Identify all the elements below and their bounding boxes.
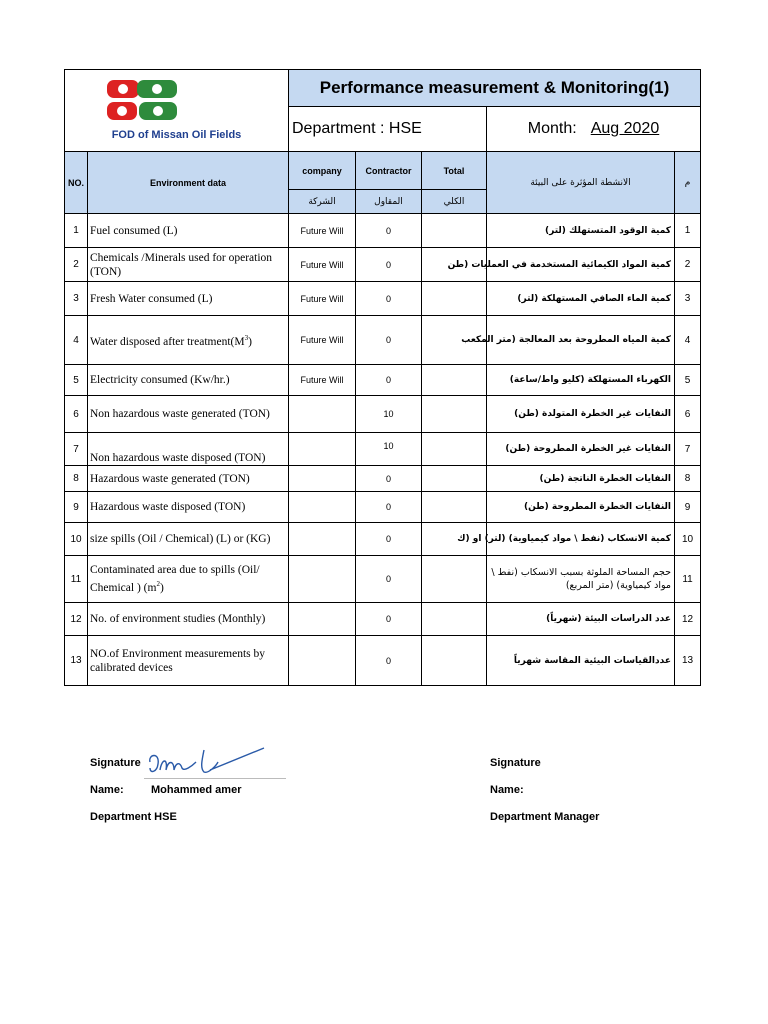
row-number: 8 [65, 466, 88, 492]
signature-image-icon [146, 744, 268, 778]
row-contractor: 0 [356, 556, 422, 603]
row-description-suffix: ) [248, 335, 252, 348]
row-m-number: 1 [675, 214, 701, 248]
row-number: 13 [65, 636, 88, 686]
row-number: 1 [65, 214, 88, 248]
row-description: NO.of Environment measurements by calibrated devices [88, 636, 289, 686]
col-activities-ar: الانشطة المؤثرة على البيئة [487, 152, 675, 214]
row-description [88, 316, 289, 365]
row-description-text: Water disposed after treatment(M [90, 335, 245, 348]
signature-line [144, 778, 286, 779]
row-total [422, 214, 487, 248]
col-m-ar: م [675, 152, 701, 214]
row-arabic-description: النفايات الخطرة المطروحة (طن) [487, 492, 675, 523]
col-total: Total [422, 152, 487, 190]
row-description-superscript: 2 [156, 580, 160, 589]
row-number: 2 [65, 248, 88, 282]
month-value: Aug 2020 [590, 120, 660, 137]
table-row [65, 316, 701, 365]
row-description: Hazardous waste disposed (TON) [88, 492, 289, 523]
table-row [65, 282, 701, 316]
row-m-number: 4 [675, 316, 701, 365]
col-no: NO. [65, 152, 88, 214]
row-contractor: 0 [356, 492, 422, 523]
row-description: Fuel consumed (L) [88, 214, 289, 248]
row-description-text: Contaminated area due to spills (Oil/ Chemical ) (m [90, 564, 260, 594]
row-arabic-description: كمية الانسكاب (نفط \ مواد كيمياوية) (لتر) او (ك [487, 523, 675, 556]
row-arabic-description: عددالقياسات البيئية المقاسة شهرياً [487, 636, 675, 686]
row-contractor: 0 [356, 466, 422, 492]
row-company: Future Will [289, 365, 356, 396]
row-total [422, 556, 487, 603]
table-row [65, 365, 701, 396]
row-m-number: 8 [675, 466, 701, 492]
row-description: Hazardous waste generated (TON) [88, 466, 289, 492]
row-arabic-description: النفايات غير الخطرة المطروحة (طن) [487, 433, 675, 466]
company-logo-icon [105, 77, 245, 127]
row-total [422, 396, 487, 433]
row-description: Non hazardous waste disposed (TON) [88, 433, 289, 466]
left-name-value: Mohammed amer [151, 784, 242, 796]
row-description: Fresh Water consumed (L) [88, 282, 289, 316]
col-total-ar: الكلي [422, 190, 487, 214]
table-row [65, 433, 701, 466]
row-arabic-description: كمية الوقود المتستهلك (لتر) [487, 214, 675, 248]
row-description-suffix: ) [159, 581, 164, 594]
table-row [65, 523, 701, 556]
row-number: 12 [65, 603, 88, 636]
row-arabic-description: كمية المياه المطروحة بعد المعالجة (متر المكعب [487, 316, 675, 365]
row-number: 6 [65, 396, 88, 433]
col-company: company [289, 152, 356, 190]
row-contractor: 0 [356, 636, 422, 686]
row-number: 5 [65, 365, 88, 396]
row-company: Future Will [289, 282, 356, 316]
row-company [289, 396, 356, 433]
row-m-number: 9 [675, 492, 701, 523]
table-row [65, 603, 701, 636]
row-company [289, 466, 356, 492]
row-arabic-description: كمية المواد الكيمائية المستخدمة في العمليات (طن [487, 248, 675, 282]
row-total [422, 636, 487, 686]
row-total [422, 466, 487, 492]
left-name-label: Name: [90, 784, 124, 796]
table-row [65, 466, 701, 492]
row-company: Future Will [289, 316, 356, 365]
col-contractor-ar: المقاول [356, 190, 422, 214]
row-company [289, 492, 356, 523]
right-signature-label: Signature [490, 757, 541, 769]
month-cell [487, 107, 701, 152]
row-contractor: 0 [356, 523, 422, 556]
table-row [65, 248, 701, 282]
row-company [289, 603, 356, 636]
row-description: Chemicals /Minerals used for operation (TON) [88, 248, 289, 282]
row-m-number: 11 [675, 556, 701, 603]
row-number: 10 [65, 523, 88, 556]
row-total [422, 492, 487, 523]
row-total [422, 365, 487, 396]
right-department: Department Manager [490, 811, 600, 823]
row-arabic-description: النفايات الخطرة الناتجة (طن) [487, 466, 675, 492]
row-contractor: 10 [356, 433, 422, 466]
row-m-number: 5 [675, 365, 701, 396]
row-contractor: 0 [356, 282, 422, 316]
logo-cell [65, 70, 289, 152]
row-arabic-description: النفايات غير الخطرة المتولدة (طن) [487, 396, 675, 433]
row-arabic-description: كمية الماء الصافي المستهلكة (لتر) [487, 282, 675, 316]
row-m-number: 2 [675, 248, 701, 282]
row-m-number: 3 [675, 282, 701, 316]
left-department: Department HSE [90, 811, 177, 823]
row-contractor: 0 [356, 248, 422, 282]
month-label: Month: [527, 120, 577, 137]
row-description-superscript: 3 [244, 334, 249, 343]
table-row [65, 556, 701, 603]
table-row [65, 492, 701, 523]
row-m-number: 10 [675, 523, 701, 556]
row-arabic-description: حجم المساحة الملوثة بسبب الانسكاب (نفط \ مواد كيمياوية) (متر المربع) [487, 556, 675, 603]
row-description: Non hazardous waste generated (TON) [88, 396, 289, 433]
row-description: size spills (Oil / Chemical) (L) or (KG) [88, 523, 289, 556]
row-number: 9 [65, 492, 88, 523]
page-title: Performance measurement & Monitoring(1) [289, 70, 701, 107]
row-arabic-description: عدد الدراسات البيئة (شهرياً) [487, 603, 675, 636]
table-row [65, 636, 701, 686]
row-company [289, 523, 356, 556]
row-m-number: 12 [675, 603, 701, 636]
row-description [88, 556, 289, 603]
table-row [65, 214, 701, 248]
right-name-label: Name: [490, 784, 524, 796]
row-description: No. of environment studies (Monthly) [88, 603, 289, 636]
row-company [289, 556, 356, 603]
row-m-number: 13 [675, 636, 701, 686]
row-number: 7 [65, 433, 88, 466]
row-contractor: 0 [356, 603, 422, 636]
row-m-number: 6 [675, 396, 701, 433]
row-contractor: 0 [356, 316, 422, 365]
row-company [289, 636, 356, 686]
row-number: 11 [65, 556, 88, 603]
col-contractor: Contractor [356, 152, 422, 190]
row-company: Future Will [289, 214, 356, 248]
row-total [422, 282, 487, 316]
table-row [65, 396, 701, 433]
row-total [422, 433, 487, 466]
row-company: Future Will [289, 248, 356, 282]
performance-table [64, 69, 701, 686]
row-company [289, 433, 356, 466]
row-number: 3 [65, 282, 88, 316]
row-number: 4 [65, 316, 88, 365]
left-signature-label: Signature [90, 757, 141, 769]
department-label: Department : HSE [289, 107, 487, 152]
row-contractor: 0 [356, 214, 422, 248]
row-contractor: 0 [356, 365, 422, 396]
row-arabic-description: الكهرباء المستهلكة (كليو واط/ساعة) [487, 365, 675, 396]
col-company-ar: الشركة [289, 190, 356, 214]
row-m-number: 7 [675, 433, 701, 466]
row-description: Electricity consumed (Kw/hr.) [88, 365, 289, 396]
row-total [422, 603, 487, 636]
col-environment-data: Environment data [88, 152, 289, 214]
row-contractor: 10 [356, 396, 422, 433]
logo-text: FOD of Missan Oil Fields [111, 128, 242, 141]
